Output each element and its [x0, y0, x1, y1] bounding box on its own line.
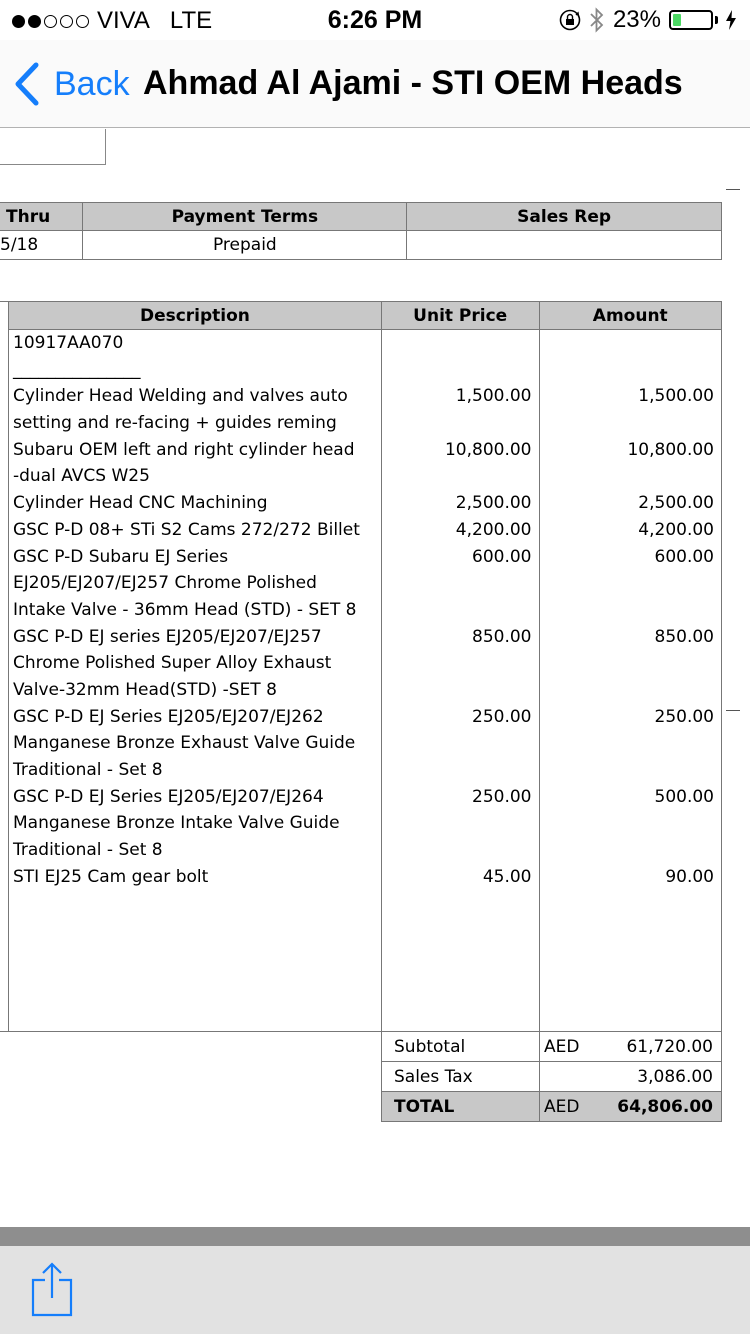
item-description-line: Chrome Polished Super Alloy Exhaust	[13, 653, 332, 674]
item-spacer	[382, 650, 539, 677]
item-description-line: _______________	[13, 359, 141, 380]
terms-thru-value: 5/18	[0, 231, 83, 260]
item-spacer	[540, 463, 722, 490]
terms-header-sales-rep: Sales Rep	[407, 203, 722, 231]
sales-tax-value: 3,086.00	[540, 1062, 722, 1092]
item-spacer	[382, 810, 539, 837]
totals-table	[381, 1031, 722, 1122]
item-unit-price: 4,200.00	[455, 519, 532, 540]
item-description-line: Intake Valve - 36mm Head (STD) - SET 8	[13, 599, 357, 620]
terms-payment-value: Prepaid	[83, 231, 407, 260]
chevron-left-icon	[14, 62, 40, 106]
description-column	[9, 330, 382, 1032]
carrier-name: VIVA	[97, 7, 150, 34]
line-items-table	[8, 301, 722, 1032]
item-spacer	[540, 677, 722, 704]
item-description-line: Traditional - Set 8	[13, 840, 163, 861]
item-unit-price: 2,500.00	[455, 493, 532, 514]
item-description-line: GSC P-D 08+ STi S2 Cams 272/272 Billet	[13, 519, 360, 540]
item-spacer	[540, 730, 722, 757]
page-title: Ahmad Al Ajami - STI OEM Heads	[143, 64, 683, 102]
terms-row	[0, 231, 722, 260]
item-unit-price: 250.00	[472, 786, 532, 807]
battery-percent: 23%	[612, 6, 661, 33]
item-amount: 90.00	[665, 866, 714, 887]
amount-column	[539, 330, 722, 1032]
item-amount: 500.00	[654, 786, 714, 807]
table-rule	[0, 1031, 8, 1032]
item-spacer	[382, 463, 539, 490]
item-description-line: Subaru OEM left and right cylinder head	[13, 439, 355, 460]
item-spacer	[540, 837, 722, 864]
item-description-line: Cylinder Head CNC Machining	[13, 493, 268, 514]
page-edge-mark	[726, 189, 740, 190]
unit-price-column	[381, 330, 539, 1032]
item-spacer	[540, 597, 722, 624]
item-description-line: 10917AA070	[13, 333, 124, 353]
item-spacer	[540, 570, 722, 597]
item-description-line: Cylinder Head Welding and valves auto	[13, 386, 348, 407]
item-spacer	[540, 650, 722, 677]
item-spacer	[540, 410, 722, 437]
item-spacer	[382, 730, 539, 757]
charging-bolt-icon	[726, 10, 736, 30]
item-description-line: setting and re-facing + guides reming	[13, 413, 337, 434]
item-spacer	[382, 597, 539, 624]
item-unit-price: 250.00	[472, 706, 532, 727]
bluetooth-icon	[589, 6, 605, 34]
item-amount: 250.00	[654, 706, 714, 727]
terms-header-payment-terms: Payment Terms	[83, 203, 407, 231]
item-description-line: GSC P-D Subaru EJ Series	[13, 546, 229, 567]
item-description-line: GSC P-D EJ Series EJ205/EJ207/EJ264	[13, 786, 324, 807]
status-time: 6:26 PM	[327, 6, 423, 34]
item-unit-price: 850.00	[472, 626, 532, 647]
battery-level	[673, 14, 681, 26]
total-label: TOTAL	[382, 1092, 540, 1122]
subtotal-currency: AED	[540, 1032, 600, 1062]
item-description-line: Traditional - Set 8	[13, 760, 163, 780]
subtotal-label: Subtotal	[382, 1032, 540, 1062]
item-amount: 4,200.00	[638, 519, 714, 540]
item-description-line: EJ205/EJ207/EJ257 Chrome Polished	[13, 573, 317, 594]
battery-icon	[669, 10, 718, 30]
navigation-bar	[0, 40, 750, 128]
items-header-amount: Amount	[539, 302, 722, 330]
orientation-lock-icon	[559, 9, 581, 31]
item-unit-price	[382, 330, 539, 357]
header-field-box	[0, 129, 106, 165]
total-currency: AED	[540, 1092, 600, 1122]
item-amount: 1,500.00	[638, 386, 714, 407]
subtotal-row	[382, 1032, 722, 1062]
item-spacer	[382, 677, 539, 704]
pdf-document-view[interactable]	[0, 129, 750, 1227]
item-unit-price: 45.00	[482, 866, 532, 887]
bottom-toolbar	[0, 1246, 750, 1334]
back-label: Back	[54, 64, 130, 103]
items-header-description: Description	[9, 302, 382, 330]
items-header-unit-price: Unit Price	[381, 302, 539, 330]
status-bar	[0, 0, 750, 40]
item-spacer	[382, 757, 539, 784]
line-items-body	[9, 330, 722, 1032]
item-spacer	[382, 837, 539, 864]
item-description-line: -dual AVCS W25	[13, 466, 150, 487]
item-amount: 2,500.00	[638, 493, 714, 514]
item-unit-price: 1,500.00	[455, 386, 532, 407]
item-spacer	[540, 810, 722, 837]
item-amount: 850.00	[654, 626, 714, 647]
item-spacer	[382, 570, 539, 597]
item-spacer	[540, 357, 722, 384]
network-type: LTE	[169, 7, 213, 34]
page-edge-mark	[726, 710, 740, 711]
table-rule	[0, 301, 8, 302]
back-button[interactable]	[14, 62, 130, 106]
sales-tax-label: Sales Tax	[382, 1062, 540, 1092]
item-description-line: Valve-32mm Head(STD) -SET 8	[13, 679, 277, 700]
item-description-line: Manganese Bronze Exhaust Valve Guide	[13, 733, 356, 754]
terms-sales-rep-value	[407, 231, 722, 260]
page-scroll-strip	[0, 1227, 750, 1246]
item-description-line: Manganese Bronze Intake Valve Guide	[13, 813, 340, 834]
terms-header-thru: Thru	[0, 203, 83, 231]
item-description-line: GSC P-D EJ series EJ205/EJ207/EJ257	[13, 626, 322, 647]
item-amount: 10,800.00	[627, 439, 714, 460]
item-amount: 600.00	[654, 546, 714, 567]
item-unit-price: 600.00	[472, 546, 532, 567]
terms-table	[0, 202, 722, 260]
sales-tax-row	[382, 1062, 722, 1092]
status-right	[559, 6, 736, 34]
item-spacer	[382, 410, 539, 437]
item-spacer	[540, 757, 722, 784]
item-unit-price: 10,800.00	[444, 439, 532, 460]
item-amount	[540, 330, 722, 357]
total-row	[382, 1092, 722, 1122]
item-spacer	[382, 357, 539, 384]
subtotal-value: 61,720.00	[600, 1032, 722, 1062]
share-icon[interactable]	[30, 1262, 74, 1318]
item-description-line: GSC P-D EJ Series EJ205/EJ207/EJ262	[13, 706, 324, 727]
total-value: 64,806.00	[600, 1092, 722, 1122]
item-description-line: STI EJ25 Cam gear bolt	[13, 866, 209, 887]
